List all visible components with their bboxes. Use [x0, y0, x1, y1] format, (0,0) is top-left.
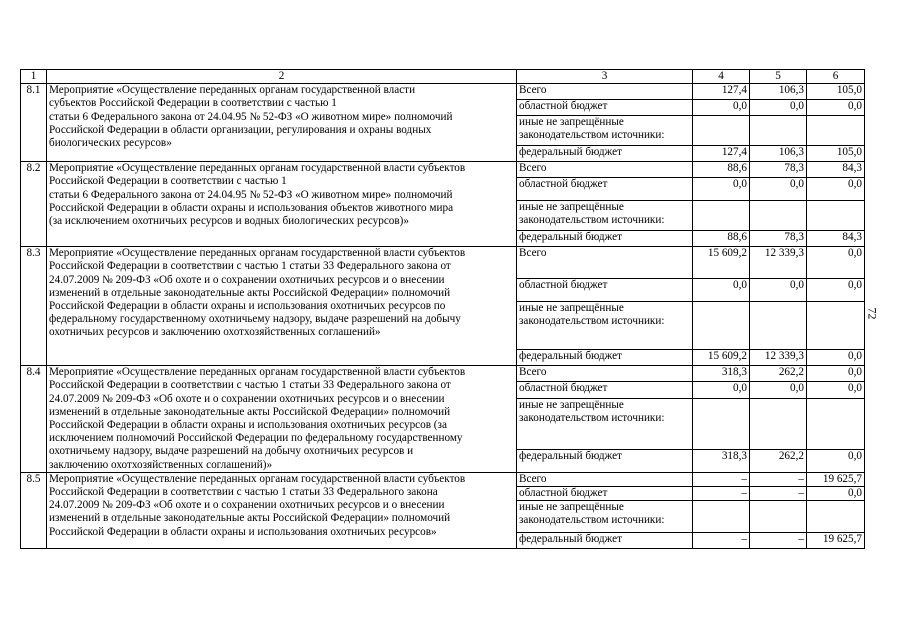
header-cell-4: 4 — [693, 70, 750, 84]
value-col-4: 318,3 — [693, 450, 750, 472]
value-col-4: 15 609,2 — [693, 350, 750, 366]
value-col-4: 318,3 — [693, 366, 750, 382]
funding-source-label: областной бюджет — [517, 178, 693, 201]
table-row — [21, 247, 865, 279]
value-col-6: 0,0 — [807, 279, 865, 302]
header-cell-1: 1 — [21, 70, 47, 84]
funding-source-label: Всего — [517, 366, 693, 382]
value-col-5 — [750, 398, 807, 450]
funding-source-label: областной бюджет — [517, 279, 693, 302]
value-col-6 — [807, 201, 865, 231]
value-col-6: 19 625,7 — [807, 472, 865, 486]
header-row — [21, 70, 865, 84]
value-col-5: – — [750, 533, 807, 549]
value-col-6: 0,0 — [807, 350, 865, 366]
value-col-5 — [750, 302, 807, 350]
funding-source-label: иные не запрещённые законодательством источники: — [517, 201, 693, 231]
row-description: Мероприятие «Осуществление переданных органам государственной власти субъектов Российской Федерации в соответствии с частью 1 статьи 33 Федерального закона от 24.07.2009 № 209-ФЗ «Об охоте и о сохранении охотничьих ресурсов и о внесении изменений в отдельные законодательные акты Российской Федерации» полномочий Российской Федерации в области охраны и использования охотничьих ресурсов (за исключением полномочий Российской Федерации по федеральному государственному охотничьему надзору, выдаче разрешений на добычу охотничьих ресурсов и заключению охотхозяйственных соглашений)» — [47, 366, 517, 473]
funding-source-label: областной бюджет — [517, 100, 693, 116]
value-col-5: 78,3 — [750, 162, 807, 178]
table-body — [21, 70, 865, 549]
funding-source-label: Всего — [517, 84, 693, 100]
value-col-4 — [693, 302, 750, 350]
value-col-5: 262,2 — [750, 450, 807, 472]
funding-source-label: федеральный бюджет — [517, 350, 693, 366]
value-col-6: 105,0 — [807, 84, 865, 100]
value-col-6 — [807, 302, 865, 350]
value-col-5: – — [750, 472, 807, 486]
value-col-5 — [750, 501, 807, 533]
value-col-5: 12 339,3 — [750, 350, 807, 366]
value-col-4: – — [693, 472, 750, 486]
funding-source-label: областной бюджет — [517, 382, 693, 398]
table-row — [21, 84, 865, 100]
funding-source-label: Всего — [517, 247, 693, 279]
value-col-4 — [693, 398, 750, 450]
funding-source-label: Всего — [517, 162, 693, 178]
value-col-6: 0,0 — [807, 247, 865, 279]
value-col-4 — [693, 201, 750, 231]
value-col-4: 127,4 — [693, 84, 750, 100]
page-number: 72 — [865, 307, 880, 320]
funding-source-label: федеральный бюджет — [517, 450, 693, 472]
value-col-5: 262,2 — [750, 366, 807, 382]
value-col-6: 0,0 — [807, 450, 865, 472]
value-col-4: 0,0 — [693, 100, 750, 116]
header-cell-3: 3 — [517, 70, 693, 84]
value-col-4: 0,0 — [693, 178, 750, 201]
header-cell-5: 5 — [750, 70, 807, 84]
funding-source-label: Всего — [517, 472, 693, 486]
row-description: Мероприятие «Осуществление переданных органам государственной власти субъектов Российской Федерации в соответствии с частью 1 статьи 33 Федерального закона 24.07.2009 № 209-ФЗ «Об охоте и о сохранении охотничьих ресурсов и о внесении изменений в отдельные законодательные акты Российской Федерации» полномочий Российской Федерации в области охраны и использования охотничьих ресурсов» — [47, 472, 517, 548]
value-col-6: 84,3 — [807, 162, 865, 178]
table-row — [21, 162, 865, 178]
value-col-6 — [807, 398, 865, 450]
value-col-5: 0,0 — [750, 382, 807, 398]
value-col-4: 15 609,2 — [693, 247, 750, 279]
value-col-4: – — [693, 533, 750, 549]
value-col-4: 0,0 — [693, 279, 750, 302]
funding-source-label: иные не запрещённые законодательством источники: — [517, 302, 693, 350]
value-col-6: 0,0 — [807, 487, 865, 501]
funding-source-label: федеральный бюджет — [517, 533, 693, 549]
funding-source-label: областной бюджет — [517, 487, 693, 501]
value-col-6: 19 625,7 — [807, 533, 865, 549]
value-col-6: 0,0 — [807, 100, 865, 116]
funding-source-label: иные не запрещённые законодательством источники: — [517, 398, 693, 450]
table-row — [21, 472, 865, 486]
header-cell-2: 2 — [47, 70, 517, 84]
value-col-6: 105,0 — [807, 146, 865, 162]
value-col-5: 106,3 — [750, 84, 807, 100]
value-col-4: 0,0 — [693, 382, 750, 398]
header-cell-6: 6 — [807, 70, 865, 84]
value-col-4: 127,4 — [693, 146, 750, 162]
value-col-6 — [807, 116, 865, 146]
value-col-4: – — [693, 487, 750, 501]
value-col-5: 0,0 — [750, 178, 807, 201]
value-col-5: 12 339,3 — [750, 247, 807, 279]
value-col-6: 84,3 — [807, 231, 865, 247]
value-col-6 — [807, 501, 865, 533]
row-number: 8.3 — [21, 247, 47, 366]
funding-source-label: иные не запрещённые законодательством источники: — [517, 116, 693, 146]
row-description: Мероприятие «Осуществление переданных органам государственной власти субъектов Российской Федерации в соответствии с частью 1 статьи 6 Федерального закона от 24.04.95 № 52-ФЗ «О животном мире» полномочий Российской Федерации в области организации, регулирования и охраны водных биологических ресурсов» — [47, 84, 517, 162]
row-number: 8.1 — [21, 84, 47, 162]
value-col-4: 88,6 — [693, 231, 750, 247]
value-col-5 — [750, 116, 807, 146]
value-col-5: 106,3 — [750, 146, 807, 162]
value-col-6: 0,0 — [807, 178, 865, 201]
funding-source-label: иные не запрещённые законодательством источники: — [517, 501, 693, 533]
row-number: 8.2 — [21, 162, 47, 247]
value-col-6: 0,0 — [807, 366, 865, 382]
funding-source-label: федеральный бюджет — [517, 146, 693, 162]
value-col-5: 0,0 — [750, 279, 807, 302]
budget-table — [20, 69, 865, 549]
row-description: Мероприятие «Осуществление переданных органам государственной власти субъектов Российской Федерации в соответствии с частью 1 статьи 33 Федерального закона от 24.07.2009 № 209-ФЗ «Об охоте и о сохранении охотничьих ресурсов и о внесении изменений в отдельные законодательные акты Российской Федерации» полномочий Российской Федерации в области охраны и использования охотничьих ресурсов по федеральному государственному охотничьему надзору, выдаче разрешений на добычу охотничьих ресурсов и заключению охотхозяйственных соглашений» — [47, 247, 517, 366]
value-col-5: – — [750, 487, 807, 501]
table-row — [21, 366, 865, 382]
value-col-5: 0,0 — [750, 100, 807, 116]
row-number: 8.4 — [21, 366, 47, 473]
funding-source-label: федеральный бюджет — [517, 231, 693, 247]
value-col-4 — [693, 116, 750, 146]
value-col-4: 88,6 — [693, 162, 750, 178]
row-number: 8.5 — [21, 472, 47, 548]
value-col-5 — [750, 201, 807, 231]
row-description: Мероприятие «Осуществление переданных органам государственной власти субъектов Российской Федерации в соответствии с частью 1 статьи 6 Федерального закона от 24.04.95 № 52-ФЗ «О животном мире» полномочий Российской Федерации в области охраны и использования объектов животного мира (за исключением охотничьих ресурсов и водных биологических ресурсов)» — [47, 162, 517, 247]
value-col-5: 78,3 — [750, 231, 807, 247]
value-col-6: 0,0 — [807, 382, 865, 398]
value-col-4 — [693, 501, 750, 533]
